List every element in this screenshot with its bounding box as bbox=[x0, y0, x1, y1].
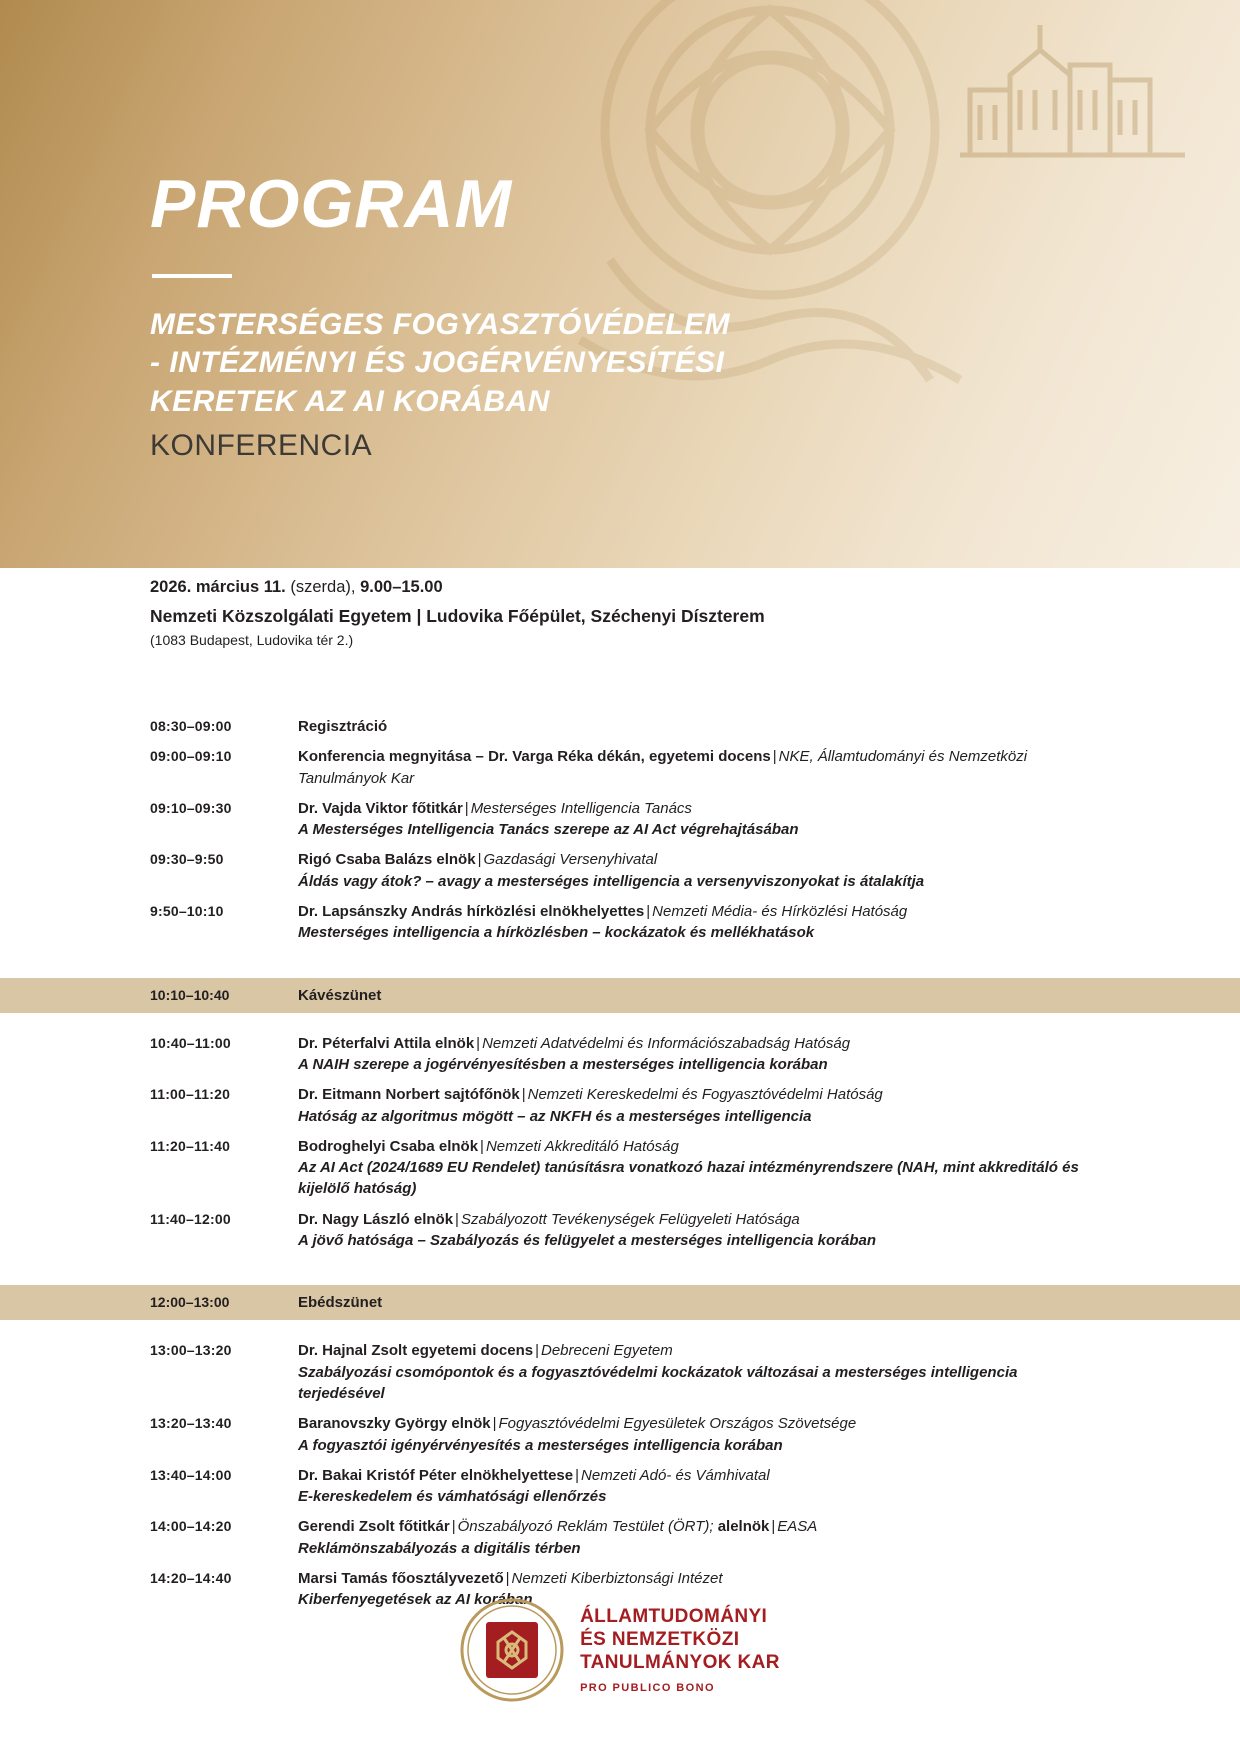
title-rule bbox=[152, 274, 232, 278]
event-meta bbox=[150, 578, 1110, 648]
row-talk-title: Szabályozási csomópontok és a fogyasztóvédelmi kockázatok változásai a mesterséges intelligencia terjedésével bbox=[298, 1363, 1018, 1402]
faculty-motto: PRO PUBLICO BONO bbox=[580, 1681, 715, 1694]
event-type-label: KONFERENCIA bbox=[150, 429, 373, 463]
row-talk-title: A fogyasztói igényérvényesítés a mesterséges intelligencia korában bbox=[298, 1436, 783, 1454]
row-separator: | bbox=[476, 1034, 481, 1052]
row-body bbox=[298, 1033, 1090, 1076]
row-time: 14:20–14:40 bbox=[150, 1570, 232, 1587]
row-org: Nemzeti Akkreditáló Hatóság bbox=[485, 1137, 679, 1155]
row-time: 11:40–12:00 bbox=[150, 1210, 231, 1227]
row-time: 14:00–14:20 bbox=[150, 1518, 232, 1535]
schedule-row bbox=[0, 746, 1240, 789]
row-speaker: Bodroghelyi Csaba elnök bbox=[298, 1137, 479, 1155]
row-talk-title: Kiberfenyegetések az AI korában bbox=[298, 1591, 533, 1609]
row-speaker-secondary: alelnök bbox=[717, 1518, 770, 1536]
row-separator: | bbox=[646, 903, 651, 921]
faculty-name bbox=[580, 1605, 780, 1695]
row-time: 09:30–9:50 bbox=[150, 851, 224, 868]
row-time: 13:20–13:40 bbox=[150, 1415, 232, 1432]
row-speaker: Dr. Lapsánszky András hírközlési elnökhelyettes bbox=[298, 903, 645, 921]
subtitle-line-2: - INTÉZMÉNYI ÉS JOGÉRVÉNYESÍTÉSI bbox=[150, 346, 725, 380]
row-speaker: Dr. Hajnal Zsolt egyetemi docens bbox=[298, 1342, 534, 1360]
row-speaker: Rigó Csaba Balázs elnök bbox=[298, 851, 476, 869]
schedule-row bbox=[0, 798, 1240, 841]
schedule-row bbox=[0, 1465, 1240, 1508]
row-body bbox=[298, 901, 1090, 944]
row-org: Nemzeti Kiberbiztonsági Intézet bbox=[511, 1570, 723, 1588]
row-speaker: Konferencia megnyitása – Dr. Varga Réka dékán, egyetemi docens bbox=[298, 748, 771, 766]
faculty-name-line-3: TANULMÁNYOK KAR bbox=[580, 1652, 780, 1674]
row-speaker: Dr. Bakai Kristóf Péter elnökhelyettese bbox=[298, 1466, 574, 1484]
row-talk-title: Az AI Act (2024/1689 EU Rendelet) tanúsításra vonatkozó hazai intézményrendszere (NAH, mint akkreditáló és kijelölő hatóság) bbox=[298, 1159, 1079, 1198]
schedule-row bbox=[0, 1340, 1240, 1404]
row-org-secondary: EASA bbox=[777, 1518, 818, 1536]
event-weekday: (szerda), bbox=[290, 578, 356, 596]
schedule-row bbox=[0, 1209, 1240, 1252]
band-label: Kávészünet bbox=[298, 986, 382, 1004]
row-org: Debreceni Egyetem bbox=[540, 1342, 673, 1360]
row-time: 10:40–11:00 bbox=[150, 1034, 231, 1051]
row-body bbox=[298, 1209, 1090, 1252]
schedule-row bbox=[0, 1084, 1240, 1127]
event-time: 9.00–15.00 bbox=[360, 578, 443, 596]
schedule-row bbox=[0, 901, 1240, 944]
row-org: Gazdasági Versenyhivatal bbox=[483, 851, 658, 869]
program-schedule bbox=[0, 712, 1240, 1632]
schedule-row bbox=[0, 716, 1240, 737]
row-talk-title: A Mesterséges Intelligencia Tanács szerepe az AI Act végrehajtásában bbox=[298, 821, 799, 839]
row-body bbox=[298, 746, 1090, 789]
row-body bbox=[298, 1340, 1090, 1404]
band-time: 12:00–13:00 bbox=[150, 1294, 230, 1311]
program-block-3 bbox=[0, 1336, 1240, 1631]
row-speaker: Marsi Tamás főosztályvezető bbox=[298, 1570, 504, 1588]
row-talk-title: Hatóság az algoritmus mögött – az NKFH és a mesterséges intelligencia bbox=[298, 1107, 812, 1125]
schedule-row bbox=[0, 1033, 1240, 1076]
row-org: Nemzeti Média- és Hírközlési Hatóság bbox=[652, 903, 908, 921]
row-org: Nemzeti Adó- és Vámhivatal bbox=[581, 1466, 770, 1484]
row-body bbox=[298, 716, 1090, 737]
row-separator: | bbox=[772, 748, 777, 766]
row-org: Önszabályozó Reklám Testület (ÖRT); bbox=[457, 1518, 718, 1536]
row-speaker: Dr. Nagy László elnök bbox=[298, 1210, 454, 1228]
schedule-row bbox=[0, 1136, 1240, 1200]
conference-subtitle bbox=[150, 306, 1100, 421]
program-block-1 bbox=[0, 712, 1240, 965]
row-talk-title: A NAIH szerepe a jogérvényesítésben a mesterséges intelligencia korában bbox=[298, 1055, 828, 1073]
faculty-name-line-2: ÉS NEMZETKÖZI bbox=[580, 1629, 740, 1651]
row-time: 08:30–09:00 bbox=[150, 718, 232, 734]
row-separator-secondary: | bbox=[771, 1518, 776, 1536]
row-separator: | bbox=[464, 799, 469, 817]
row-body bbox=[298, 798, 1090, 841]
row-separator: | bbox=[480, 1137, 484, 1155]
subtitle-line-3: KERETEK AZ AI KORÁBAN bbox=[150, 384, 550, 418]
row-time: 13:00–13:20 bbox=[150, 1342, 232, 1359]
row-body bbox=[298, 1465, 1090, 1508]
row-separator: | bbox=[575, 1466, 580, 1484]
row-time: 9:50–10:10 bbox=[150, 903, 224, 920]
row-speaker: Dr. Eitmann Norbert sajtófőnök bbox=[298, 1086, 520, 1104]
row-org: Nemzeti Kereskedelmi és Fogyasztóvédelmi Hatóság bbox=[527, 1086, 883, 1104]
row-org: NKE, Államtudományi és Nemzetközi Tanulmányok Kar bbox=[298, 748, 1028, 787]
break-band-coffee bbox=[0, 978, 1240, 1013]
row-speaker: Gerendi Zsolt főtitkár bbox=[298, 1518, 450, 1536]
row-org: Mesterséges Intelligencia Tanács bbox=[470, 799, 692, 817]
row-time: 09:10–09:30 bbox=[150, 799, 232, 816]
subtitle-line-1: MESTERSÉGES FOGYASZTÓVÉDELEM bbox=[150, 308, 731, 341]
row-talk-title: Áldás vagy átok? – avagy a mesterséges intelligencia a versenyviszonyokat is átalakítja bbox=[298, 872, 925, 890]
event-date-line bbox=[150, 578, 1110, 597]
row-separator: | bbox=[505, 1570, 510, 1588]
row-separator: | bbox=[451, 1518, 456, 1536]
faculty-crest-icon bbox=[460, 1598, 564, 1702]
row-separator: | bbox=[535, 1342, 539, 1360]
row-time: 11:00–11:20 bbox=[150, 1086, 231, 1103]
ludovika-building-icon bbox=[960, 20, 1190, 160]
row-org: Szabályozott Tevékenységek Felügyeleti Hatósága bbox=[460, 1210, 800, 1228]
schedule-row bbox=[0, 849, 1240, 892]
row-separator: | bbox=[492, 1415, 497, 1433]
row-time: 11:20–11:40 bbox=[150, 1137, 231, 1154]
row-talk-title: Reklámönszabályozás a digitális térben bbox=[298, 1539, 581, 1557]
row-separator: | bbox=[477, 851, 482, 869]
row-separator: | bbox=[521, 1086, 526, 1104]
row-speaker: Baranovszky György elnök bbox=[298, 1415, 491, 1433]
row-org: Fogyasztóvédelmi Egyesületek Országos Szövetsége bbox=[498, 1415, 857, 1433]
band-label: Ebédszünet bbox=[298, 1294, 383, 1312]
row-speaker: Dr. Péterfalvi Attila elnök bbox=[298, 1034, 475, 1052]
event-address: (1083 Budapest, Ludovika tér 2.) bbox=[150, 632, 354, 648]
row-speaker: Regisztráció bbox=[298, 718, 388, 735]
row-body bbox=[298, 849, 1090, 892]
event-venue: Nemzeti Közszolgálati Egyetem | Ludovika Főépület, Széchenyi Díszterem bbox=[150, 606, 765, 626]
header-banner bbox=[0, 0, 1240, 568]
schedule-row bbox=[0, 1413, 1240, 1456]
schedule-row bbox=[0, 1516, 1240, 1559]
row-time: 13:40–14:00 bbox=[150, 1466, 232, 1483]
row-body bbox=[298, 1413, 1090, 1456]
row-body bbox=[298, 1136, 1090, 1200]
row-time: 09:00–09:10 bbox=[150, 748, 232, 765]
row-talk-title: A jövő hatósága – Szabályozás és felügyelet a mesterséges intelligencia korában bbox=[298, 1232, 877, 1250]
break-band-lunch bbox=[0, 1285, 1240, 1320]
footer-logo bbox=[0, 1598, 1240, 1702]
row-talk-title: E-kereskedelem és vámhatósági ellenőrzés bbox=[298, 1488, 607, 1506]
row-body bbox=[298, 1084, 1090, 1127]
row-separator: | bbox=[455, 1210, 459, 1228]
band-time: 10:10–10:40 bbox=[150, 986, 230, 1003]
faculty-name-line-1: ÁLLAMTUDOMÁNYI bbox=[580, 1606, 768, 1628]
program-block-2 bbox=[0, 1029, 1240, 1273]
page-title: PROGRAM bbox=[150, 166, 513, 242]
row-speaker: Dr. Vajda Viktor főtitkár bbox=[298, 799, 463, 817]
row-talk-title: Mesterséges intelligencia a hírközlésben – kockázatok és mellékhatások bbox=[298, 924, 815, 942]
event-date: 2026. március 11. bbox=[150, 578, 286, 596]
row-org: Nemzeti Adatvédelmi és Információszabadság Hatóság bbox=[482, 1034, 851, 1052]
row-body bbox=[298, 1516, 1090, 1559]
